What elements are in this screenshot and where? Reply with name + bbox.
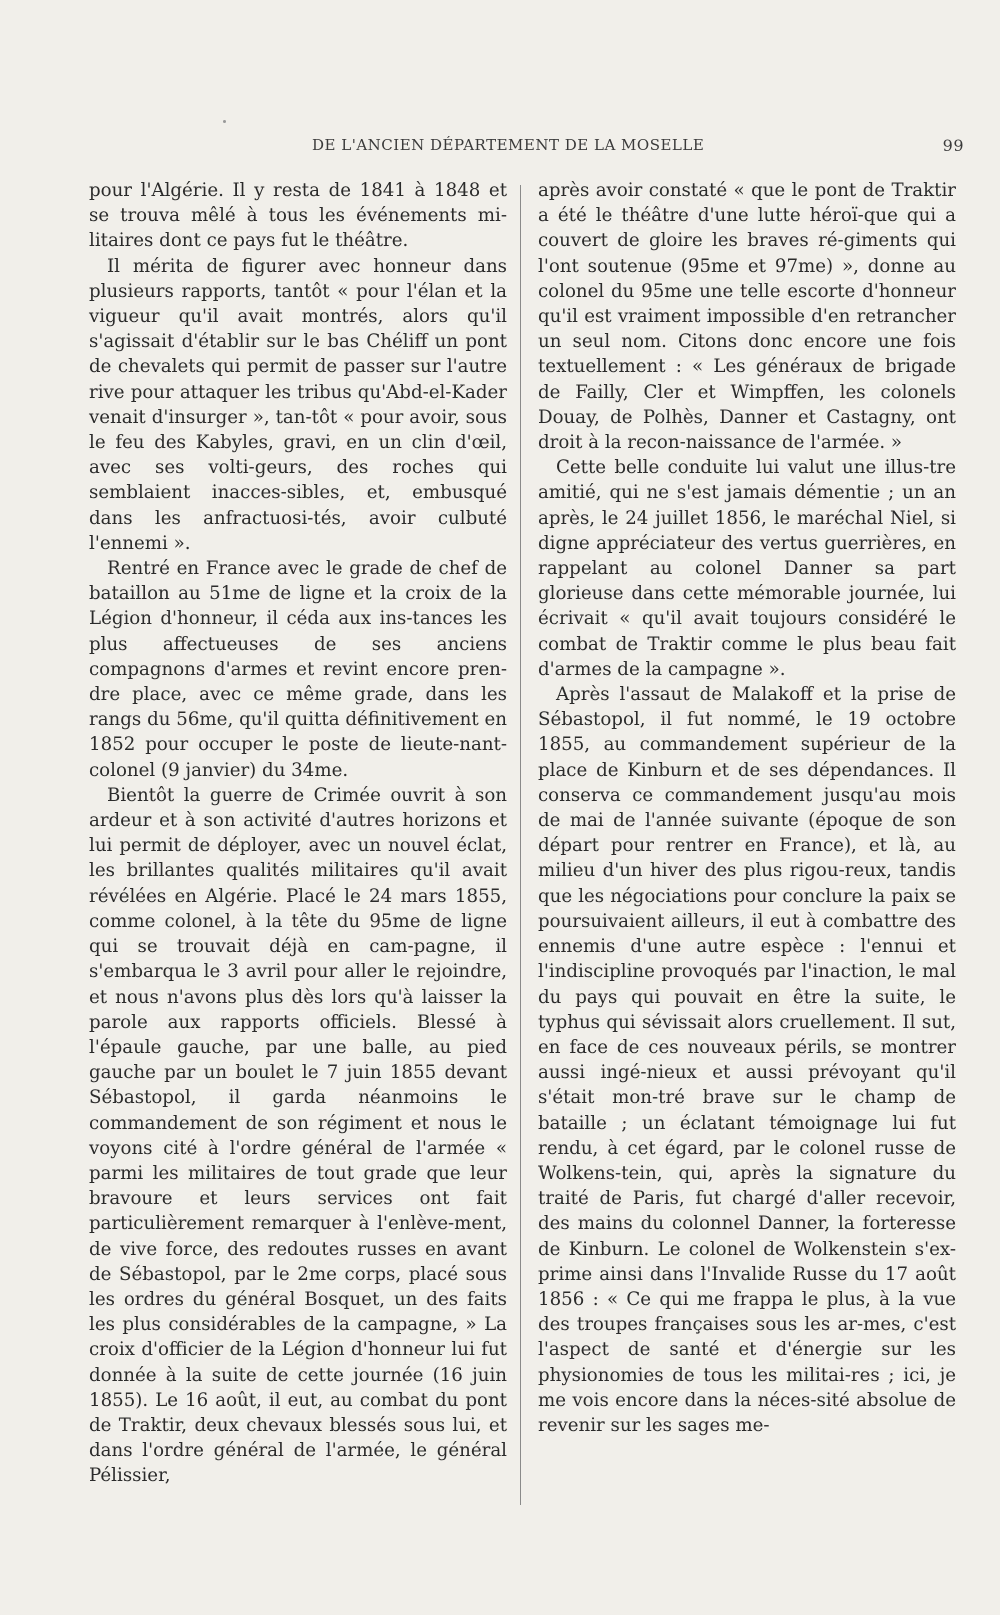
paragraph: après avoir constaté « que le pont de Traktir a été le théâtre d'une lutte héroï-que qui a couvert de gloire les braves ré-giments qui l'ont soutenue (95me et 97me) », donne au colonel du 95me une telle escorte d'honneur qu'il est vraiment impossible d'en retrancher un seul nom. Citons donc encore une fois textuellement : « Les généraux de brigade de Failly, Cler et Wimpffen, les colonels Douay, de Polhès, Danner et Castagny, ont droit à la recon-naissance de l'armée. » [538, 180, 956, 454]
paragraph: Il mérita de figurer avec honneur dans plusieurs rapports, tantôt « pour l'élan et la vigueur qu'il avait montrés, alors qu'il s'agissait d'établir sur le bas Chéliff un pont de chevalets qui permit de passer sur l'autre rive pour attaquer les tribus qu'Abd-el-Kader venait d'insurger », tan-tôt « pour avoir, sous le feu des Kabyles, gravi, en un clin d'œil, avec ses volti-geurs, des roches qui semblaient inacces-sibles, et, embusqué dans les anfractuosi-tés, avoir culbuté l'ennemi ». [89, 255, 507, 554]
column-divider [520, 185, 521, 1505]
right-column [538, 178, 956, 1438]
left-column [89, 178, 507, 1489]
paragraph: pour l'Algérie. Il y resta de 1841 à 1848 et se trouva mêlé à tous les événements mi-litaires dont ce pays fut le théâtre. [89, 180, 507, 252]
paragraph: Rentré en France avec le grade de chef de bataillon au 51me de ligne et la croix de la Légion d'honneur, il céda aux ins-tances les plus affectueuses de ses anciens compagnons d'armes et revint encore pren-dre place, avec ce même grade, dans les rangs du 56me, qu'il quitta définitivement en 1852 pour occuper le poste de lieute-nant-colonel (9 janvier) du 34me. [89, 558, 507, 781]
page-number: 99 [942, 136, 964, 155]
running-title: DE L'ANCIEN DÉPARTEMENT DE LA MOSELLE [312, 136, 705, 154]
paragraph: Cette belle conduite lui valut une illus-tre amitié, qui ne s'est jamais démentie ; un an après, le 24 juillet 1856, le maréchal Niel, si digne appréciateur des vertus guerrières, en rappelant au colonel Danner sa part glorieuse dans cette mémorable journée, lui écrivait « qu'il avait toujours considéré le combat de Traktir comme le plus beau fait d'armes de la campagne ». [538, 457, 956, 680]
paragraph: Bientôt la guerre de Crimée ouvrit à son ardeur et à son activité d'autres horizons et lui permit de déployer, avec un nouvel éclat, les brillantes qualités militaires qu'il avait révélées en Algérie. Placé le 24 mars 1855, comme colonel, à la tête du 95me de ligne qui se trouvait déjà en cam-pagne, il s'embarqua le 3 avril pour aller le rejoindre, et nous n'avons plus dès lors qu'à laisser la parole aux rapports officiels. Blessé à l'épaule gauche, par une balle, au pied gauche par un boulet le 7 juin 1855 devant Sébastopol, il garda néanmoins le commandement de son régiment et nous le voyons cité à l'ordre général de l'armée « parmi les militaires de tout grade que leur bravoure et leurs services ont fait particulièrement remarquer à l'enlève-ment, de vive force, des redoutes russes en avant de Sébastopol, par le 2me corps, placé sous les ordres du général Bosquet, un des faits les plus considérables de la campagne, » La croix d'officier de la Légion d'honneur lui fut donnée à la suite de cette journée (16 juin 1855). Le 16 août, il eut, au combat du pont de Traktir, deux chevaux blessés sous lui, et dans l'ordre général de l'armée, le général Pélissier, [89, 784, 507, 1487]
page-speck [223, 120, 226, 123]
paragraph: Après l'assaut de Malakoff et la prise de Sébastopol, il fut nommé, le 19 octobre 1855, au commandement supérieur de la place de Kinburn et de ses dépendances. Il conserva ce commandement jusqu'au mois de mai de l'année suivante (époque de son départ pour rentrer en France), et là, au milieu d'un hiver des plus rigou-reux, tandis que les négociations pour conclure la paix se poursuivaient ailleurs, il eut à combattre des ennemis d'une autre espèce : l'ennui et l'indiscipline provoqués par l'inaction, le mal du pays qui pouvait en être la suite, le typhus qui sévissait alors cruellement. Il sut, en face de ces nouveaux périls, se montrer aussi ingé-nieux et aussi prévoyant qu'il s'était mon-tré brave sur le champ de bataille ; un éclatant témoignage lui fut rendu, à cet égard, par le colonel russe de Wolkens-tein, qui, après la signature du traité de Paris, fut chargé d'aller recevoir, des mains du colonnel Danner, la forteresse de Kinburn. Le colonel de Wolkenstein s'ex-prime ainsi dans l'Invalide Russe du 17 août 1856 : « Ce qui me frappa le plus, à la vue des troupes françaises sous les ar-mes, c'est l'aspect de santé et d'énergie sur les physionomies de tous les militai-res ; ici, je me vois encore dans la néces-sité absolue de revenir sur les sages me- [538, 684, 956, 1436]
